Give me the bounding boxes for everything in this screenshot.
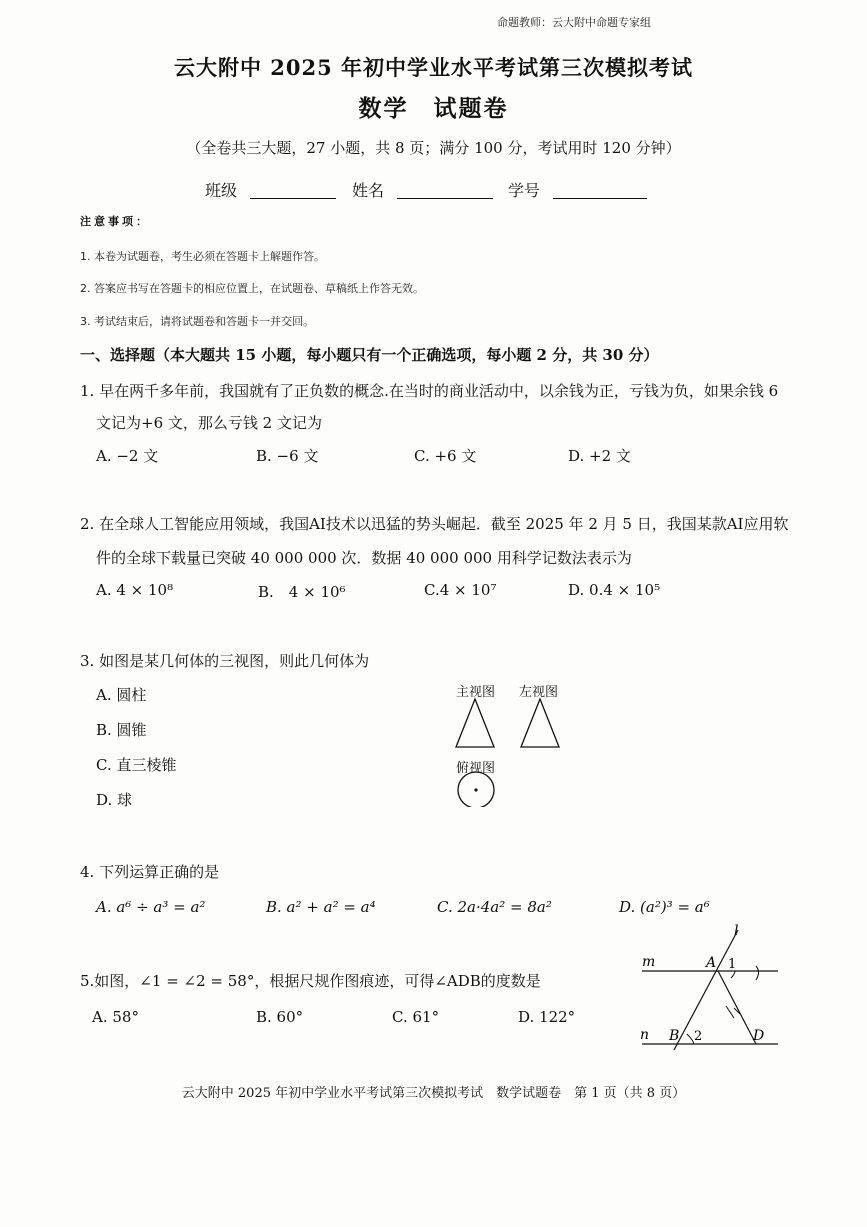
- left-view-label: 左视图: [519, 685, 559, 700]
- q5-option-c: C. 61°: [392, 1008, 440, 1026]
- page-footer: 云大附中 2025 年初中学业水平考试第三次模拟考试 数学试题卷 第 1 页（共 8 页）: [181, 1086, 686, 1101]
- parallel-lines-figure: [630, 922, 790, 1052]
- q1-stem-line1: 1. 早在两千多年前，我国就有了正负数的概念.在当时的商业活动中，以余钱为正，亏钱为负，如果余钱 6: [80, 382, 779, 400]
- note-item: 2. 答案应书写在答题卡的相应位置上，在试题卷、草稿纸上作答无效。: [80, 282, 424, 295]
- id-label: 学号: [508, 181, 541, 200]
- notes-heading: 注意事项：: [80, 215, 150, 228]
- q2-option-c: C.4 × 10⁷: [424, 581, 497, 599]
- label-n: n: [640, 1027, 650, 1043]
- angle1-arc: [731, 971, 735, 978]
- label-angle2: 2: [694, 1029, 703, 1044]
- q4-option-b: B. a² + a² = a⁴: [266, 898, 376, 916]
- q2-option-d: D. 0.4 × 10⁵: [568, 581, 661, 599]
- segment-ad: [718, 971, 756, 1044]
- q4-option-a: A. a⁶ ÷ a³ = a²: [96, 898, 206, 916]
- class-label: 班级: [205, 181, 238, 200]
- q1-option-d: D. +2 文: [568, 447, 631, 465]
- label-b: B: [669, 1028, 680, 1044]
- top-view-center-dot: [474, 788, 477, 791]
- q3-stem: 3. 如图是某几何体的三视图，则此几何体为: [80, 652, 370, 670]
- label-angle1: 1: [728, 957, 737, 972]
- q5-option-d: D. 122°: [518, 1008, 576, 1026]
- q3-option-c: C. 直三棱锥: [96, 756, 177, 774]
- q1-option-c: C. +6 文: [414, 447, 477, 465]
- id-blank[interactable]: [553, 182, 647, 199]
- q3-option-a: A. 圆柱: [96, 686, 147, 704]
- section-heading: 一、选择题（本大题共 15 小题，每小题只有一个正确选项，每小题 2 分，共 30 分）: [80, 346, 659, 364]
- label-a: A: [706, 955, 717, 971]
- id-field[interactable]: [508, 178, 647, 201]
- q4-option-d: D. (a²)³ = a⁶: [619, 898, 710, 916]
- label-m: m: [642, 954, 656, 970]
- exam-meta: （全卷共三大题，27 小题，共 8 页；满分 100 分，考试用时 120 分钟）: [186, 139, 681, 157]
- q4-option-c: C. 2a·4a² = 8a²: [437, 898, 552, 916]
- q3-option-b: B. 圆锥: [96, 721, 147, 739]
- q2-stem-line2: 件的全球下载量已突破 40 000 000 次．数据 40 000 000 用科学记数法表示为: [96, 549, 632, 567]
- name-label: 姓名: [352, 181, 385, 200]
- front-view-label: 主视图: [456, 685, 496, 700]
- arc-mark: [726, 1006, 734, 1018]
- name-field[interactable]: [352, 178, 493, 201]
- label-l: l: [734, 923, 739, 939]
- exam-subject: 数学 试题卷: [358, 95, 509, 122]
- class-blank[interactable]: [250, 182, 336, 199]
- exam-title: 云大附中 2025 年初中学业水平考试第三次模拟考试: [173, 55, 694, 80]
- q2-option-a: A. 4 × 10⁸: [96, 581, 174, 599]
- q5-stem: 5.如图，∠1 = ∠2 = 58°，根据尺规作图痕迹，可得∠ADB的度数是: [80, 972, 541, 990]
- top-view-label: 俯视图: [456, 761, 496, 776]
- note-item: 3. 考试结束后，请将试题卷和答题卡一并交回。: [80, 315, 314, 328]
- q2-option-b: B. 4 × 10⁶: [258, 583, 346, 601]
- arc-mark: [756, 966, 759, 980]
- note-item: 1. 本卷为试题卷，考生必须在答题卡上解题作答。: [80, 250, 325, 263]
- name-blank[interactable]: [397, 182, 493, 199]
- q2-stem-line1: 2. 在全球人工智能应用领域，我国AI技术以迅猛的势头崛起．截至 2025 年 2 月 5 日，我国某款AI应用软: [80, 515, 789, 533]
- q4-stem: 4. 下列运算正确的是: [80, 863, 220, 881]
- label-d: D: [753, 1028, 765, 1044]
- front-view-triangle: [456, 699, 494, 747]
- left-view-triangle: [521, 699, 559, 747]
- three-views-figure: [450, 695, 570, 807]
- q1-stem-line2: 文记为+6 文，那么亏钱 2 文记为: [96, 414, 322, 432]
- q3-option-d: D. 球: [96, 791, 133, 809]
- q5-option-a: A. 58°: [92, 1008, 139, 1026]
- class-field[interactable]: [205, 178, 336, 201]
- setter-line: 命题教师：云大附中命题专家组: [497, 16, 651, 29]
- angle2-arc: [687, 1034, 694, 1044]
- q5-option-b: B. 60°: [256, 1008, 304, 1026]
- q1-option-b: B. −6 文: [256, 447, 319, 465]
- q1-option-a: A. −2 文: [96, 447, 159, 465]
